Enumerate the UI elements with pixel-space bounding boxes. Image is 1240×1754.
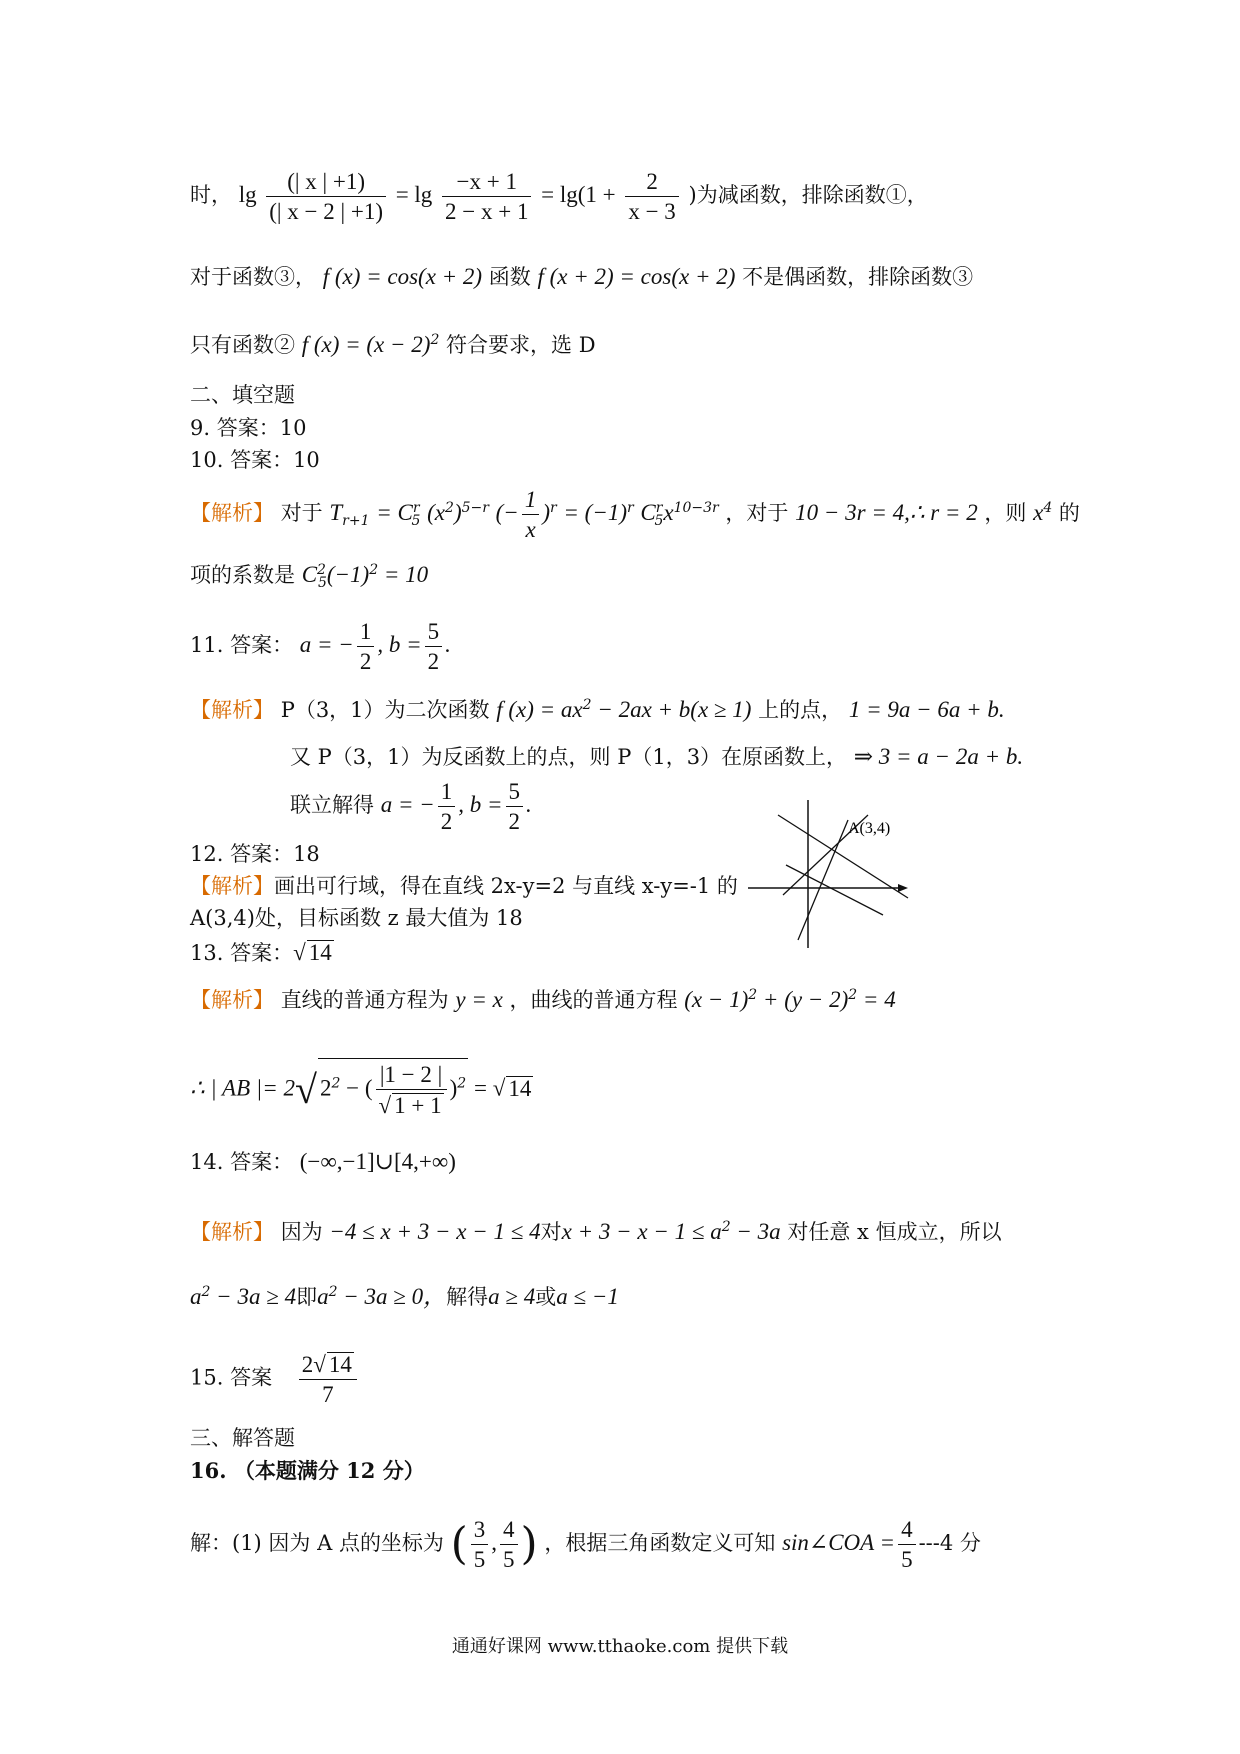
answer-14: 14. 答案： (−∞,−1]∪[4,+∞): [190, 1149, 456, 1174]
text-line: 又 P（3，1）为反函数上的点，则 P（1，3）在原函数上， ⇒ 3 = a − 2a + b.: [290, 744, 1024, 769]
analysis-12: 【解析】画出可行域，得在直线 2x-y=2 与直线 x-y=-1 的: [190, 874, 738, 898]
fraction: $\frac{5}{2}$: [506, 780, 524, 833]
fraction: $\frac{-x + 1}{2 - x + 1}$: [442, 170, 531, 223]
answer-12: 12. 答案：18: [190, 842, 320, 866]
text-line: 项的系数是 $C^2_5(-1)^2 = 10$: [190, 562, 429, 592]
text-line: 对于函数③， f (x) = cos(x + 2) 函数 f (x + 2) = cos(x + 2) 不是偶函数，排除函数③: [190, 264, 974, 289]
fraction: $\frac{2√ 14}{7}$: [299, 1352, 357, 1406]
analysis-tag: 【解析】: [190, 501, 274, 525]
feasible-region-figure: [748, 800, 918, 954]
text-line: 联立解得 a = − $\frac{1}{2}$ , b = $\frac{5}{2}$ .: [290, 779, 532, 834]
answer-11: 11. 答案： a = − $\frac{1}{2}$ , b = $\frac{5}{2}$ .: [190, 619, 451, 674]
fraction: $\frac{3}{5}$: [471, 1518, 489, 1571]
analysis-11: 【解析】 P（3，1）为二次函数 f $(x) = ax^2 - 2ax + b(x \ge 1)$ 上的点， 1 = 9a − 6a + b.: [190, 697, 1005, 722]
text-line: ∴ | AB |= 2√ $2^2$ − ( $\frac{|1 - 2 |}{√ 1 + 1}$ )$^2$ = √ 14: [190, 1058, 533, 1117]
answer-15: 15. 答案 $\frac{2√ 14}{7}$: [190, 1352, 360, 1406]
section-heading: 三、解答题: [190, 1426, 295, 1450]
fraction: $\frac{1}{x}$: [522, 488, 540, 541]
section-heading: 二、填空题: [190, 383, 295, 407]
answer-13: 13. 答案：√ 14: [190, 940, 332, 965]
fraction: $\frac{2}{x - 3}$: [625, 170, 678, 223]
fraction: $\frac{|1 - 2 |}{√ 1 + 1}$: [376, 1063, 447, 1117]
answer-10: 10. 答案：10: [190, 448, 320, 472]
page-footer: 通通好课网 www.tthaoke.com 提供下载: [451, 1636, 789, 1657]
analysis-13: 【解析】 直线的普通方程为 y = x ，曲线的普通方程 $(x - 1)^2 + (y - 2)^2 = 4$: [190, 987, 896, 1012]
fraction: $\frac{(| x | +1)}{(| x - 2 | +1)}$: [266, 170, 386, 223]
question-16-solution: 解：(1) 因为 A 点的坐标为 ( $\frac{3}{5}$ , $\frac{4}{5}$ ) ，根据三角函数定义可知 sin∠COA = $\frac{4}{5}$ ---4 分: [190, 1517, 981, 1572]
point-a-label: A(3,4): [848, 820, 891, 837]
text-line: A(3,4)处，目标函数 z 最大值为 18: [190, 906, 523, 930]
fraction: $\frac{4}{5}$: [898, 1518, 916, 1571]
fraction: $\frac{5}{2}$: [425, 620, 443, 673]
question-16-title: 16. （本题满分 12 分）: [190, 1458, 425, 1483]
text-line: $a^2 - 3a \ge 4$即$a^2 - 3a \ge 0$，解得a ≥ 4或a ≤ −1: [190, 1284, 619, 1309]
fraction: $\frac{4}{5}$: [500, 1518, 518, 1571]
text-line: 只有函数② f $(x) = (x - 2)^2$ 符合要求，选 D: [190, 332, 596, 357]
fraction: $\frac{1}{2}$: [357, 620, 375, 673]
analysis-14: 【解析】 因为 −4 ≤ x + 3 − x − 1 ≤ 4对$x + 3 - x - 1 \le a^2 - 3a$ 对任意 x 恒成立，所以: [190, 1219, 1002, 1244]
answer-9: 9. 答案：10: [190, 416, 307, 440]
text-line: 时， lg $\frac{(| x | +1)}{(| x - 2 | +1)}$ = lg $\frac{-x + 1}{2 - x + 1}$ = lg(1 + $\frac{2}{x - 3}$ )为减函数，排除函数①，: [190, 169, 928, 224]
fraction: $\frac{1}{2}$: [438, 780, 456, 833]
analysis-10: 【解析】 对于 $T_{r+1} = C^r_5$ $(x^2)^{5-r}$ (− $\frac{1}{x}$ )$^r = (-1)^r$ $C^r_5x^{10-3r}$ ，对于 10 − 3r = 4,∴ r = 2 ，则 $x^4$ 的: [190, 487, 1080, 542]
